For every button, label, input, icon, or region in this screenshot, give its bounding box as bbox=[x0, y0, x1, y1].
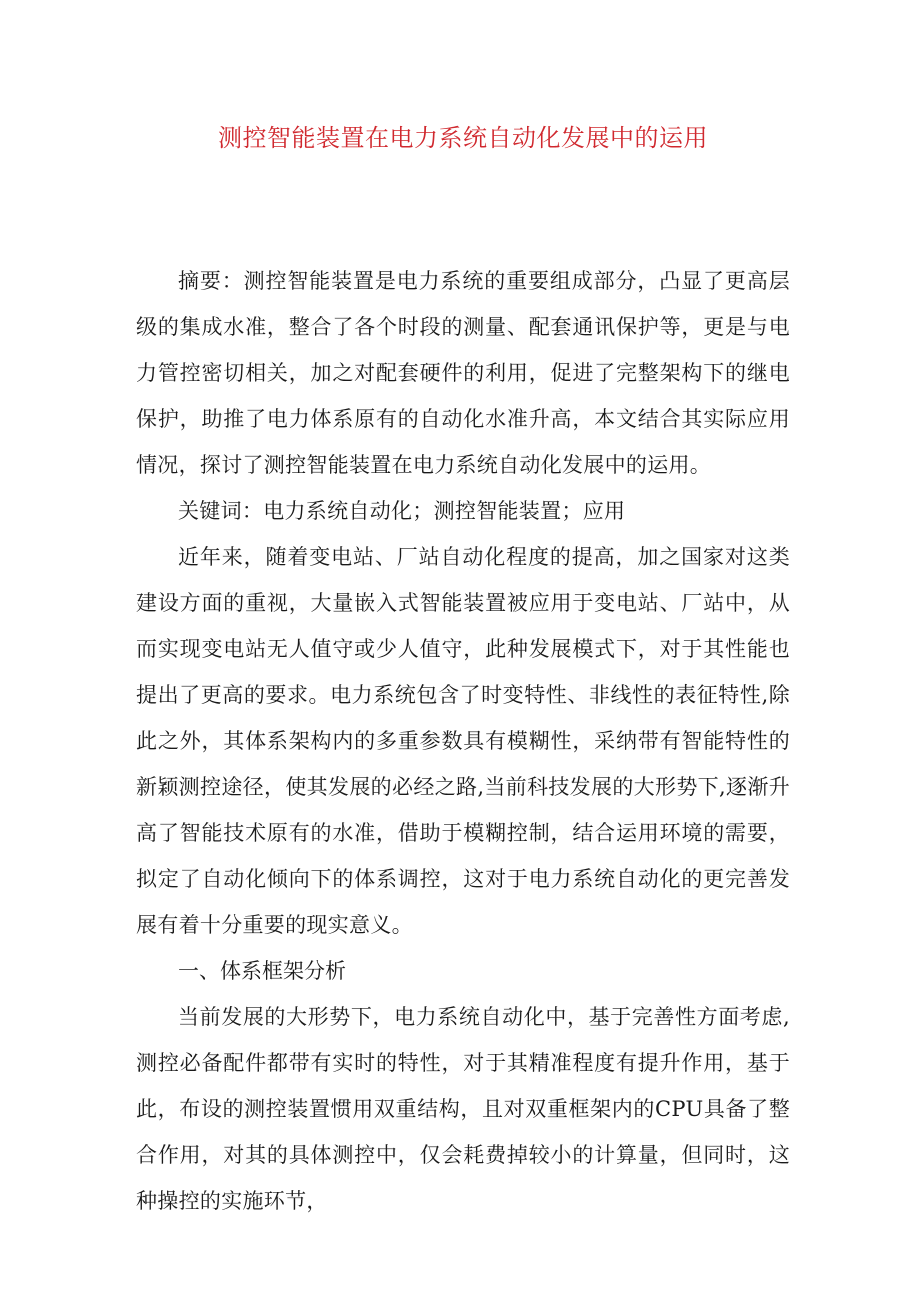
document-title: 测控智能装置在电力系统自动化发展中的运用 bbox=[218, 124, 708, 152]
section-paragraph: 当前发展的大形势下，电力系统自动化中，基于完善性方面考虑,测控必备配件都带有实时的特性，对于其精准程度有提升作用，基于此，布设的测控装置惯用双重结构，且对双重框架内的CPU具备了整合作用，对其的具体测控中，仅会耗费掉较小的计算量，但同时，这种操控的实施环节， bbox=[136, 1005, 790, 1213]
section-heading: 一、体系框架分析 bbox=[178, 959, 346, 983]
intro-paragraph: 近年来，随着变电站、厂站自动化程度的提高，加之国家对这类建设方面的重视，大量嵌入式智能装置被应用于变电站、厂站中，从而实现变电站无人值守或少人值守，此种发展模式下，对于其性能也提出了更高的要求。电力系统包含了时变特性、非线性的表征特性,除此之外，其体系架构内的多重参数具有模糊性，采纳带有智能特性的新颖测控途径，使其发展的必经之路,当前科技发展的大形势下,逐渐升高了智能技术原有的水准，借助于模糊控制，结合运用环境的需要，拟定了自动化倾向下的体系调控，这对于电力系统自动化的更完善发展有着十分重要的现实意义。 bbox=[136, 545, 790, 937]
abstract-paragraph: 摘要：测控智能装置是电力系统的重要组成部分，凸显了更高层级的集成水准，整合了各个时段的测量、配套通讯保护等，更是与电力管控密切相关，加之对配套硬件的利用，促进了完整架构下的继电保护，助推了电力体系原有的自动化水准升高，本文结合其实际应用情况，探讨了测控智能装置在电力系统自动化发展中的运用。 bbox=[136, 269, 790, 477]
keywords-paragraph: 关键词：电力系统自动化；测控智能装置；应用 bbox=[178, 499, 626, 523]
document-body bbox=[136, 258, 790, 1224]
